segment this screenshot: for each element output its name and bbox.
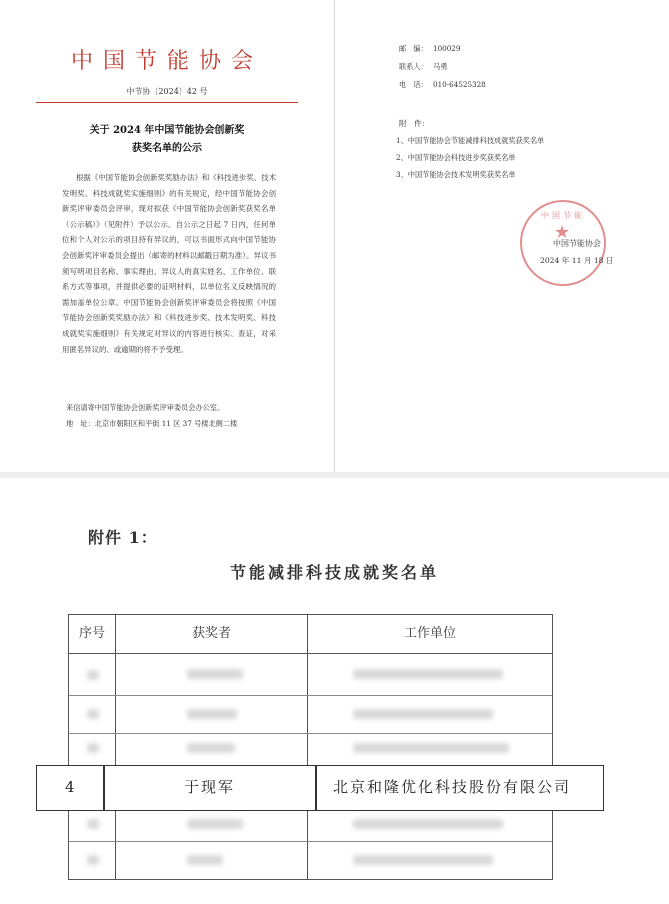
- attachment-title: 节能减排科技成就奖名单: [229, 563, 439, 582]
- blurred-cell: [87, 709, 99, 719]
- notice-page-right: [335, 0, 669, 472]
- winner-unit: 北京和隆优化科技股份有限公司: [333, 778, 572, 796]
- header-rule: [69, 653, 552, 654]
- winner-name: 于现军: [184, 778, 236, 796]
- blurred-cell: [187, 709, 237, 719]
- attachment-label: 附件 1：: [88, 528, 158, 547]
- seal-star-icon: ★: [554, 222, 571, 243]
- blurred-cell: [353, 855, 493, 865]
- table-divider: [115, 615, 116, 879]
- notice-title-line1: 关于 2024 年中国节能协会创新奖: [89, 125, 245, 136]
- document-number: 中节协〔2024〕42 号: [126, 87, 208, 96]
- row-rule: [69, 841, 552, 842]
- blurred-cell: [353, 819, 503, 829]
- blurred-cell: [87, 743, 99, 753]
- address-label: 地 址：: [66, 419, 95, 428]
- blurred-cell: [353, 709, 493, 719]
- address-value: 北京市朝阳区和平街 11 区 37 号楼北侧二楼: [94, 419, 238, 428]
- blurred-cell: [353, 669, 503, 679]
- red-divider: [36, 102, 298, 103]
- highlighted-winner-row: [36, 765, 604, 811]
- annex-item: 2、中国节能协会科技进步奖获奖名单: [396, 153, 516, 162]
- table-divider: [307, 615, 308, 879]
- annex-item: 1、中国节能协会节能减排科技成就奖获奖名单: [396, 136, 545, 145]
- contact-value: 马勇: [433, 62, 448, 71]
- signature-org: 中国节能协会: [553, 239, 601, 248]
- blurred-cell: [87, 819, 99, 829]
- notice-title-line2: 获奖名单的公示: [132, 143, 202, 154]
- contact-label: 联系人：: [399, 62, 428, 71]
- postcode-line: [399, 44, 460, 54]
- phone-line: [399, 80, 486, 90]
- notice-page-left: [0, 0, 335, 472]
- mail-to-line: 来信请寄中国节能协会创新奖评审委员会办公室。: [66, 403, 225, 412]
- winner-index: 4: [65, 778, 75, 796]
- postcode-label: 邮 编：: [399, 44, 428, 53]
- blurred-cell: [187, 669, 243, 679]
- signature-date: 2024 年 11 月 18 日: [540, 256, 614, 265]
- row-rule: [69, 695, 552, 696]
- blurred-cell: [187, 743, 235, 753]
- blurred-cell: [87, 855, 99, 865]
- notice-body: 根据《中国节能协会创新奖奖励办法》和《科技进步奖、技术发明奖、科技成就奖实施细则》的有关规定，经中国节能协会创新奖评审委员会评审，现对拟获《中国节能协会创新奖获奖名单（公示稿）》（见附件）予以公示。自公示之日起 7 日内，任何单位和个人对公示的项目持有异议的，可以书面形式向中国节能协会创新奖评审委员会提出（邮寄的材料以邮戳日期为准）。异议书须写明项目名称、事实理由、异议人的真实姓名、工作单位、联系方式等事项，并提供必要的证明材料，以单位名义反映情况的需加盖单位公章。中国节能协会创新奖评审委员会将按照《中国节能协会创新奖奖励办法》和《科技进步奖、技术发明奖、科技成就奖实施细则》有关规定对异议的内容进行核实、查证，对采用匿名异议的、或逾期的将不予受理。: [62, 173, 276, 354]
- blurred-cell: [187, 819, 243, 829]
- annex-heading: 附 件：: [399, 119, 430, 128]
- phone-label: 电 话：: [399, 80, 428, 89]
- page-separator: [0, 472, 669, 478]
- seal-text: 中国节能: [541, 211, 585, 220]
- contact-line: [399, 62, 447, 72]
- row-divider: [103, 766, 105, 810]
- blurred-cell: [187, 855, 223, 865]
- postcode-value: 100029: [433, 44, 461, 53]
- phone-value: 010-64525328: [433, 80, 486, 89]
- winners-table: [68, 614, 553, 880]
- row-divider: [315, 766, 317, 810]
- row-rule: [69, 733, 552, 734]
- column-header-unit: 工作单位: [403, 626, 456, 641]
- org-title: 中国节能协会: [70, 49, 263, 74]
- column-header-winner: 获奖者: [191, 626, 231, 641]
- annex-item: 3、中国节能协会技术发明奖获奖名单: [396, 170, 516, 179]
- blurred-cell: [87, 670, 99, 680]
- column-header-index: 序号: [78, 626, 105, 641]
- address-line: [66, 419, 237, 429]
- blurred-cell: [353, 743, 509, 753]
